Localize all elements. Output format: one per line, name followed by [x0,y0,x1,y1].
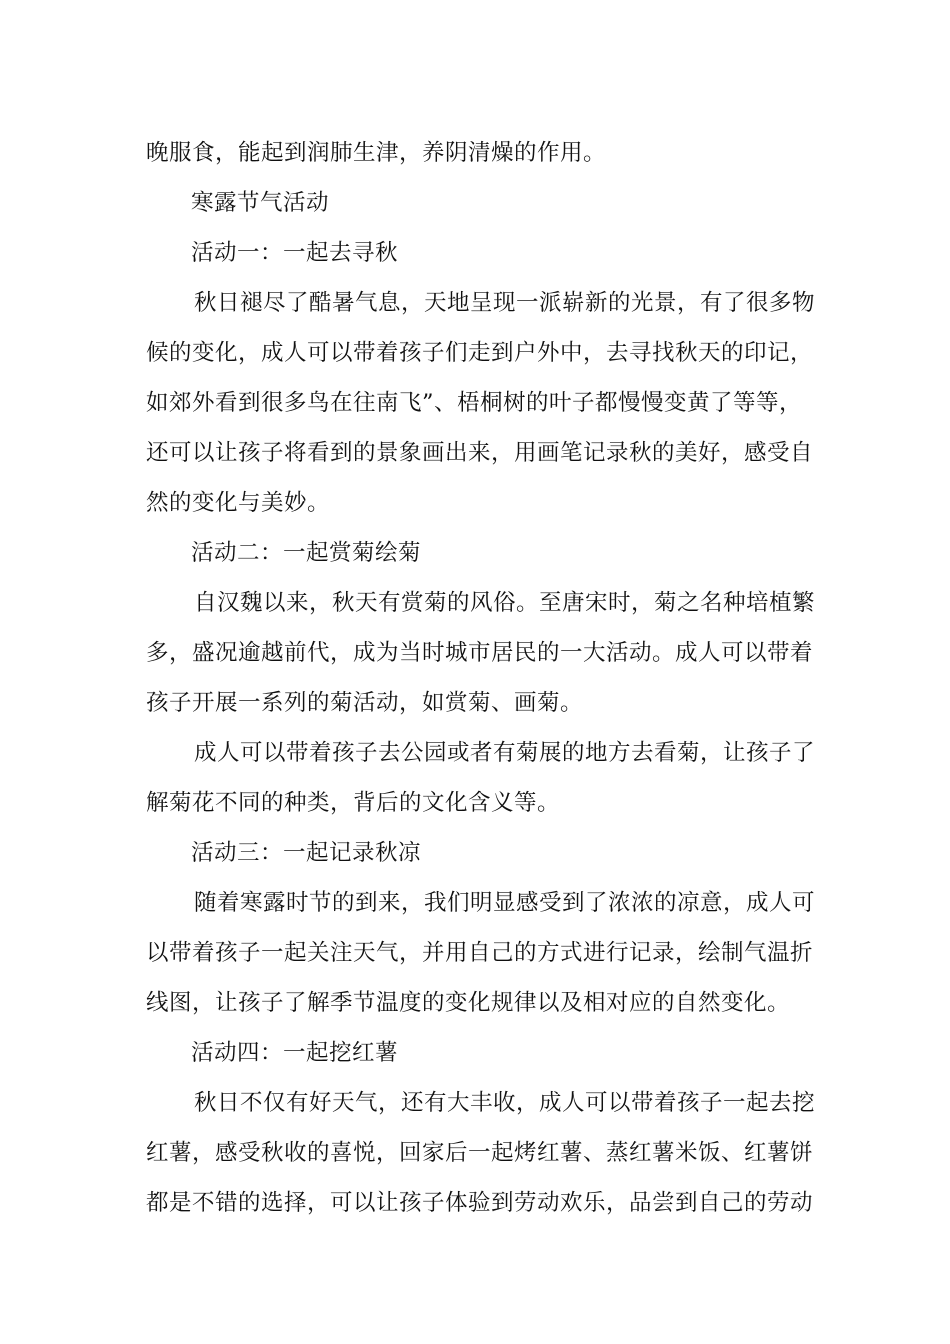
paragraph-line: 如郊外看到很多鸟在往南飞”、梧桐树的叶子都慢慢变黄了等等， [146,390,803,416]
paragraph-line: 秋日褪尽了酷暑气息，天地呈现一派崭新的光景，有了很多物 [194,290,816,316]
activity-heading: 活动一：一起去寻秋 [191,240,399,266]
paragraph-line: 然的变化与美妙。 [146,490,331,516]
document-page [146,128,816,1228]
paragraph-line: 都是不错的选择，可以让孩子体验到劳动欢乐，品尝到自己的劳动 [146,1190,814,1216]
paragraph-line: 红薯，感受秋收的喜悦，回家后一起烤红薯、蒸红薯米饭、红薯饼 [146,1140,814,1166]
paragraph-line: 多，盛况逾越前代，成为当时城市居民的一大活动。成人可以带着 [146,640,814,666]
paragraph-line: 随着寒露时节的到来，我们明显感受到了浓浓的凉意，成人可 [194,890,816,916]
activity-heading: 活动二：一起赏菊绘菊 [191,540,422,566]
paragraph-line: 秋日不仅有好天气，还有大丰收，成人可以带着孩子一起去挖 [194,1090,816,1116]
paragraph-line: 线图，让孩子了解季节温度的变化规律以及相对应的自然变化。 [146,990,791,1016]
paragraph-line: 还可以让孩子将看到的景象画出来，用画笔记录秋的美好，感受自 [146,440,814,466]
activity-heading: 活动四：一起挖红薯 [191,1040,399,1066]
paragraph-line: 晚服食，能起到润肺生津，养阴清燥的作用。 [146,140,607,166]
paragraph-line: 孩子开展一系列的菊活动，如赏菊、画菊。 [146,690,584,716]
paragraph-line: 成人可以带着孩子去公园或者有菊展的地方去看菊，让孩子了 [194,740,816,766]
paragraph-line: 以带着孩子一起关注天气，并用自己的方式进行记录，绘制气温折 [146,940,814,966]
paragraph-line: 候的变化，成人可以带着孩子们走到户外中，去寻找秋天的印记， [146,340,814,366]
paragraph-line: 解菊花不同的种类，背后的文化含义等。 [146,790,561,816]
activity-heading: 活动三：一起记录秋凉 [191,840,422,866]
paragraph-line: 自汉魏以来，秋天有赏菊的风俗。至唐宋时，菊之名种培植繁 [194,590,816,616]
section-heading: 寒露节气活动 [191,190,330,216]
